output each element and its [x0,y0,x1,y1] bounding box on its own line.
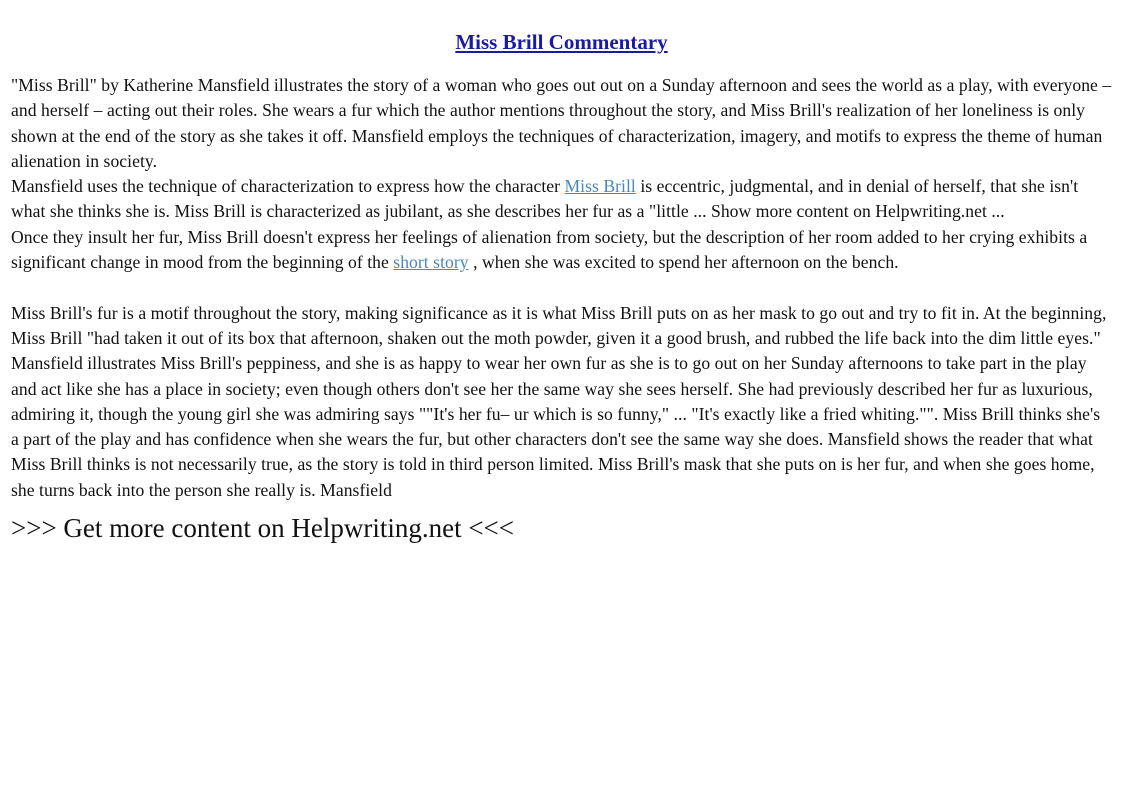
miss-brill-link[interactable]: Miss Brill [564,176,636,197]
paragraph-characterization [11,174,1112,225]
short-story-link[interactable]: short story [393,252,469,273]
paragraph-intro: "Miss Brill" by Katherine Mansfield illustrates the story of a woman who goes out out on a Sunday afternoon and sees the world as a play, with everyone – and herself – acting out their roles. She wears a fur which the author mentions throughout the story, and Miss Brill's realization of her loneliness is only shown at the end of the story as she takes it off. Mansfield employs the techniques of characterization, imagery, and motifs to express the theme of human alienation in society. [11,75,1112,171]
paragraph-spacer [11,275,1112,300]
paragraph-alienation [11,225,1112,276]
document-body [11,73,1112,503]
page-title-link[interactable]: Miss Brill Commentary [455,30,668,54]
paragraph-alienation-text-after: , when she was excited to spend her afternoon on the bench. [468,252,899,273]
paragraph-characterization-text-after: is eccentric, judgmental, and in denial of herself, that she isn't what she thinks she is. Miss Brill is characterized as jubilant, as she describes her fur as a "little ... Show more content on Helpwriting.net ... [11,176,1079,222]
more-content-cta[interactable]: >>> Get more content on Helpwriting.net <<< [11,513,515,544]
paragraph-characterization-text-before: Mansfield uses the technique of characterization to express how the character [11,176,565,197]
page-title-container [11,28,1112,56]
paragraph-alienation-text-before: Once they insult her fur, Miss Brill doesn't express her feelings of alienation from society, but the description of her room added to her crying exhibits a significant change in mood from the beginning of the [11,226,1088,273]
paragraph-fur-motif: Miss Brill's fur is a motif throughout the story, making significance as it is what Miss Brill puts on as her mask to go out and try to fit in. At the beginning, Miss Brill "had taken it out of its box that afternoon, shaken out the moth powder, given it a good brush, and rubbed the life back into the dim little eyes." Mansfield illustrates Miss Brill's peppiness, and she is as happy to wear her own fur as she is to go out on her Sunday afternoons to take part in the play and act like she has a place in society; even though others don't see her the same way she sees herself. She had previously described her fur as luxurious, admiring it, though the young girl she was admiring says ""It's her fu– ur which is so funny," ... "It's exactly like a fried whiting."". Miss Brill thinks she's a part of the play and has confidence when she wears the fur, but other characters don't see the same way she does. Mansfield shows the reader that what Miss Brill thinks is not necessarily true, as the story is told in third person limited. Miss Brill's mask that she puts on is her fur, and when she goes home, she turns back into the person she really is. Mansfield [11,302,1107,500]
